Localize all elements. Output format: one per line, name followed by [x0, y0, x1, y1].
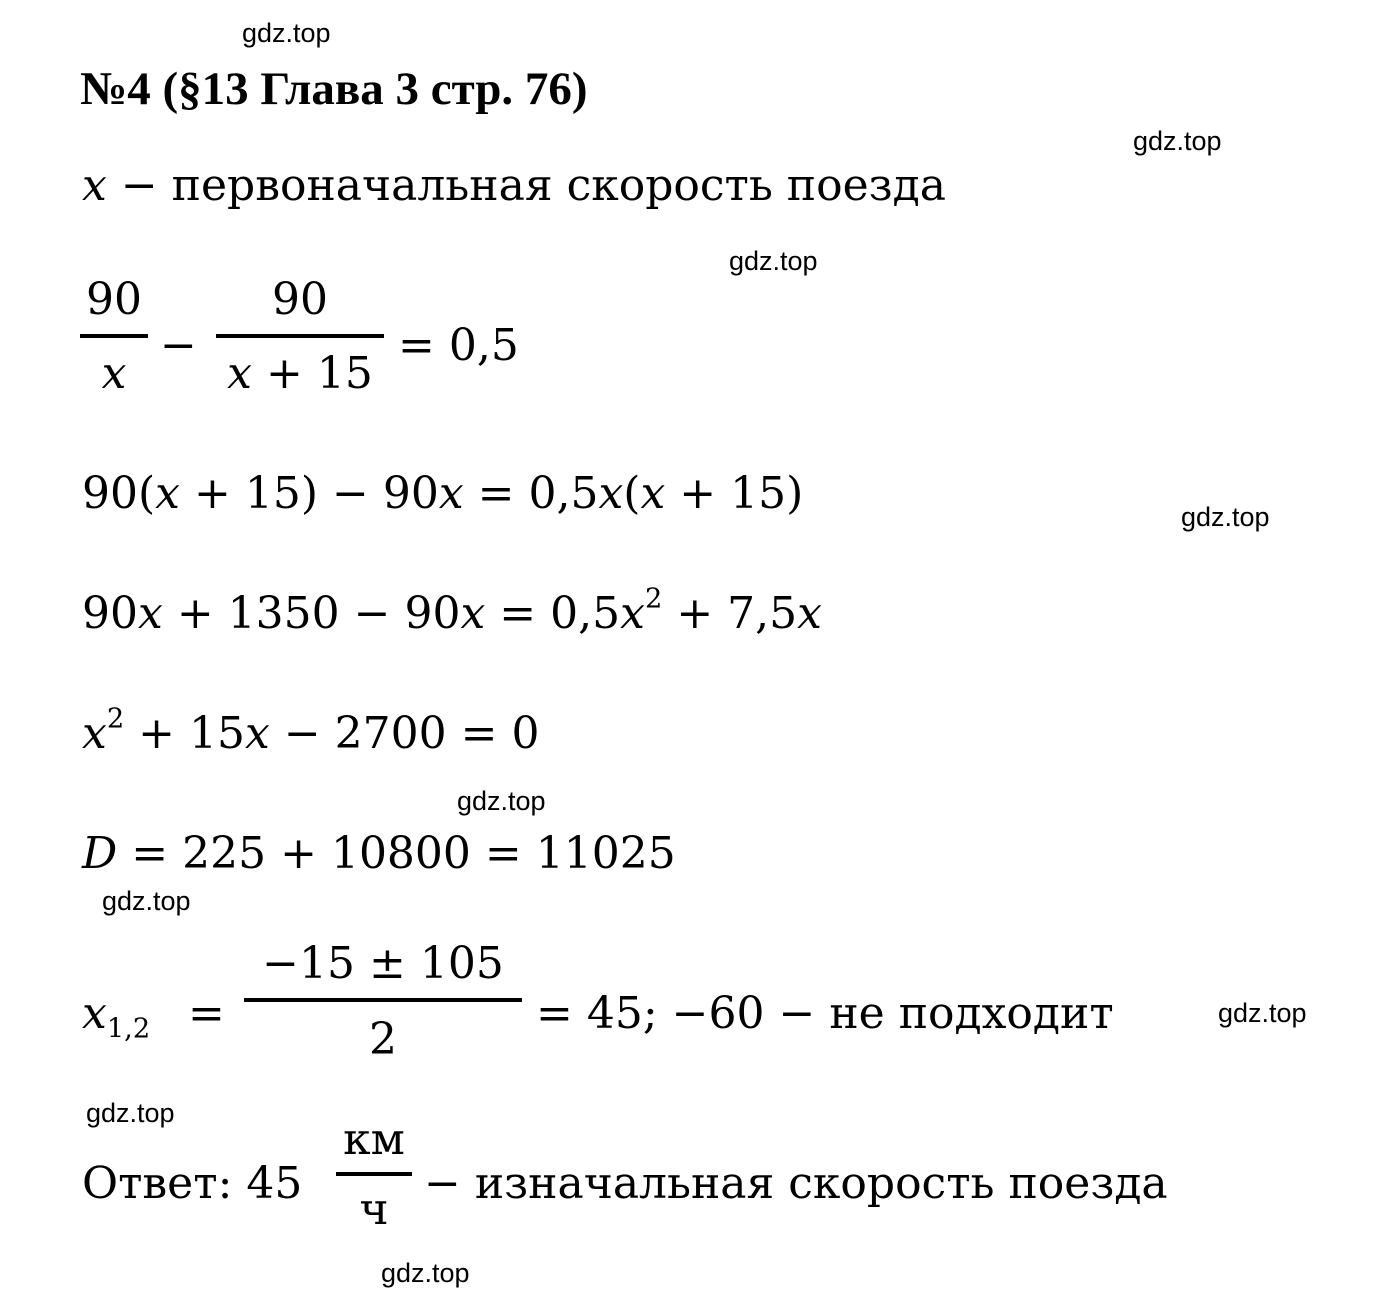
- equation-line-4: $x^2 + 15x - 2700 = 0$: [82, 703, 540, 759]
- equation-rhs: = 0,5: [398, 320, 519, 371]
- watermark: gdz.top: [381, 1258, 470, 1288]
- unit-numerator: км: [343, 1114, 405, 1165]
- denominator: x + 15: [227, 348, 373, 399]
- numerator: 90: [272, 274, 328, 325]
- watermark: gdz.top: [1218, 998, 1307, 1028]
- watermark: gdz.top: [86, 1098, 175, 1128]
- watermark: gdz.top: [457, 786, 546, 816]
- roots-equals: =: [188, 988, 225, 1039]
- unit-fraction: [336, 1114, 412, 1235]
- definition-text: − первоначальная скорость поезда: [120, 160, 946, 211]
- denominator: 2: [369, 1014, 397, 1065]
- page-title: №4 (§13 Глава 3 стр. 76): [80, 63, 588, 115]
- watermark: gdz.top: [102, 886, 191, 916]
- watermark: gdz.top: [242, 18, 331, 48]
- minus-sign: −: [160, 320, 197, 371]
- watermark: gdz.top: [729, 246, 818, 276]
- roots-fraction: [244, 938, 522, 1065]
- equation-line-2: 90(x + 15) − 90x = 0,5x(x + 15): [82, 468, 804, 519]
- answer-label: Ответ: 45: [82, 1158, 303, 1209]
- definition-line: [82, 160, 946, 211]
- watermark: gdz.top: [1181, 502, 1270, 532]
- fraction-90-over-x: [80, 274, 148, 399]
- denominator: x: [101, 348, 127, 399]
- discriminant-line: D = 225 + 10800 = 11025: [82, 828, 676, 879]
- equation-line-3: $90x + 1350 - 90x = 0,5x^2 + 7,5x$: [82, 583, 822, 639]
- fraction-bar: [244, 998, 522, 1002]
- variable: x: [82, 160, 107, 211]
- fraction-bar: [336, 1172, 412, 1176]
- watermark: gdz.top: [1133, 126, 1222, 156]
- fraction-bar: [216, 334, 384, 338]
- roots-variable: $x_{1,2}$: [82, 988, 151, 1045]
- roots-result: = 45; −60 − не подходит: [536, 988, 1114, 1039]
- fraction-90-over-x-plus-15: [216, 274, 384, 399]
- numerator: −15 ± 105: [262, 938, 504, 989]
- numerator: 90: [86, 274, 142, 325]
- fraction-bar: [80, 334, 148, 338]
- answer-text: − изначальная скорость поезда: [424, 1158, 1168, 1209]
- unit-denominator: ч: [359, 1184, 389, 1235]
